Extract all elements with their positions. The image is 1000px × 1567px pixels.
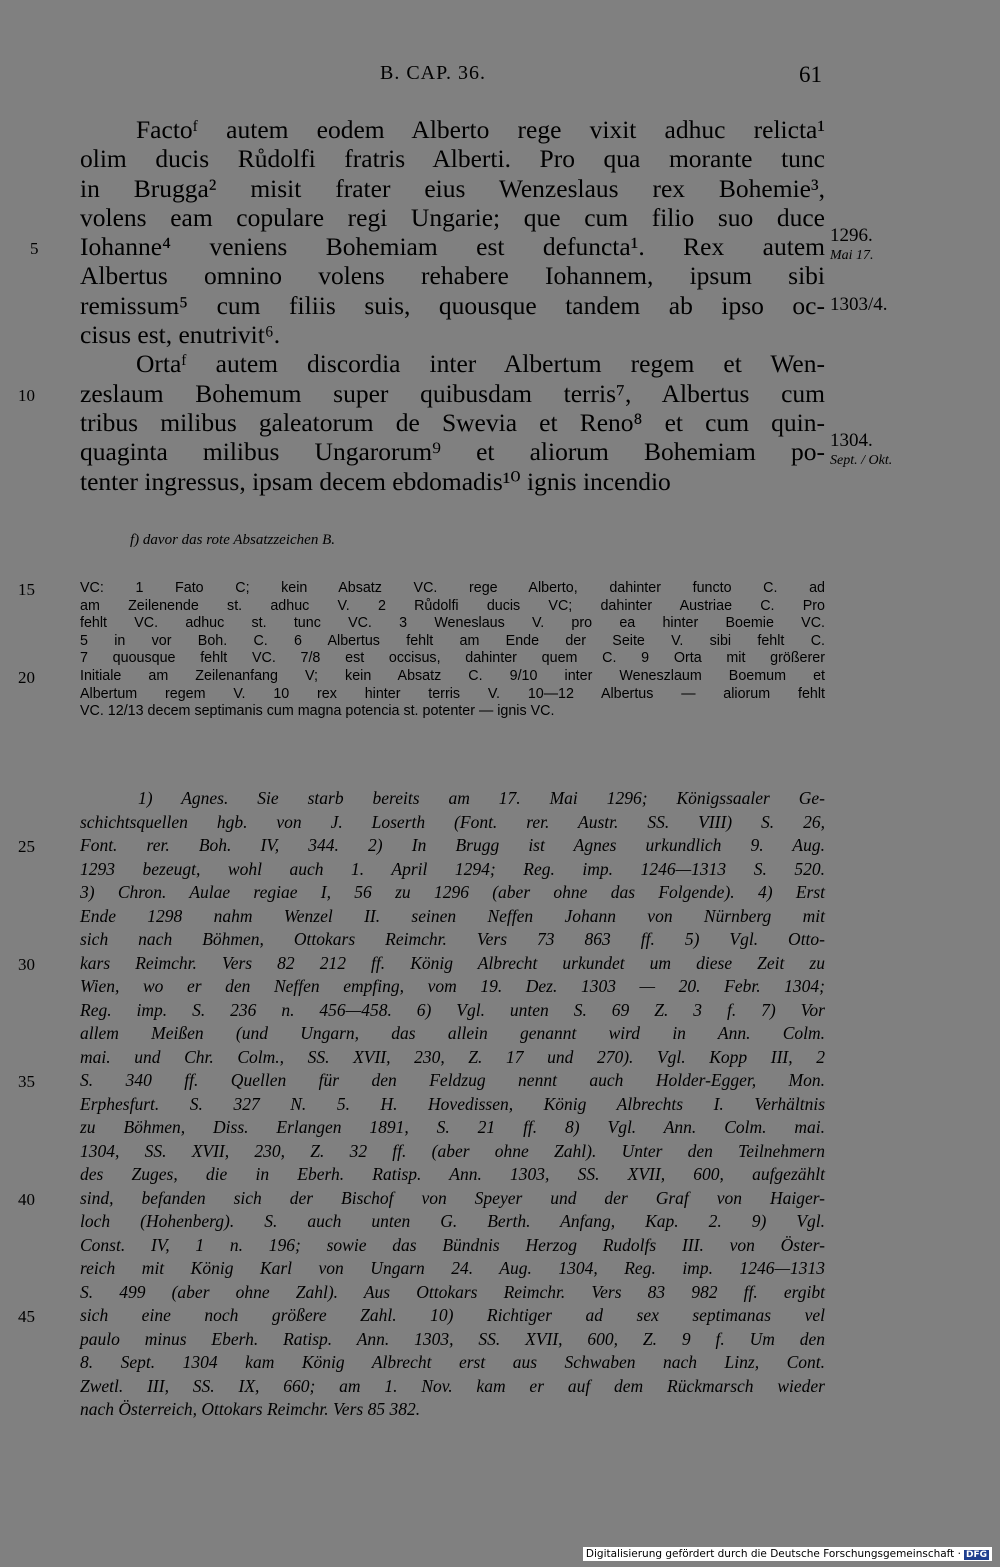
apparatus-line: Albertum regem V. 10 rex hinter terris V. 10—12 Albertus — aliorum fehlt [80, 685, 825, 702]
line-number: 30 [18, 954, 35, 974]
note-line: Ende 1298 nahm Wenzel II. seinen Neffen Johann von Nürnberg mit [80, 905, 825, 926]
margin-year: 1296. [830, 225, 873, 247]
apparatus-line: VC: 1 Fato C; kein Absatz VC. rege Alberto, dahinter functo C. ad [80, 580, 825, 596]
apparatus-line: 7 quousque fehlt VC. 7/8 est occisus, dahinter quem C. 9 Orta mit größerer [80, 650, 825, 667]
margin-date-note [830, 295, 888, 315]
note-line: Reg. imp. S. 236 n. 456—458. 6) Vgl. unten S. 69 Z. 3 f. 7) Vor [80, 999, 825, 1020]
page-header [80, 58, 828, 98]
note-line: kars Reimchr. Vers 82 212 ff. König Albrecht urkundet um diese Zeit zu [80, 952, 825, 973]
margin-date-note [830, 226, 874, 266]
line-number: 25 [18, 837, 35, 856]
line-number: 5 [30, 239, 39, 259]
note-line: schichtsquellen hgb. von J. Loserth (Font. rer. Austr. SS. VIII) S. 26, [80, 811, 825, 832]
main-text-line: Iohanne⁴ veniens Bohemiam est defuncta¹. Rex autem [80, 232, 825, 262]
note-line: des Zuges, die in Eberh. Ratisp. Ann. 1303, SS. XVII, 600, aufgezählt [80, 1164, 825, 1184]
note-line: 8. Sept. 1304 kam König Albrecht erst aus Schwaben nach Linz, Cont. [80, 1352, 825, 1372]
line-number: 20 [18, 668, 35, 687]
note-line: sich eine noch größere Zahl. 10) Richtiger ad sex septimanas vel [80, 1305, 825, 1325]
main-text-line: tenter ingressus, ipsam decem ebdomadis¹⁰ ignis incendio [80, 466, 671, 496]
note-line: Const. IV, 1 n. 196; sowie das Bündnis Herzog Rudolfs III. von Öster- [80, 1234, 825, 1255]
note-line: 1) Agnes. Sie starb bereits am 17. Mai 1296; Königssaaler Ge- [138, 788, 825, 808]
note-line: paulo minus Eberh. Ratisp. Ann. 1303, SS. XVII, 600, Z. 9 f. Um den [80, 1328, 825, 1349]
margin-date: Sept. / Okt. [830, 453, 893, 469]
note-line: 3) Chron. Aulae regiae I, 56 zu 1296 (aber ohne das Folgende). 4) Erst [80, 882, 825, 902]
margin-date-note [830, 431, 892, 471]
note-line: 1293 bezeugt, wohl auch 1. April 1294; Reg. imp. 1246—1313 S. 520. [80, 858, 825, 879]
note-line: sich nach Böhmen, Ottokars Reimchr. Vers 73 863 ff. 5) Vgl. Otto- [80, 929, 825, 949]
note-line: loch (Hohenberg). S. auch unten G. Berth. Anfang, Kap. 2. 9) Vgl. [80, 1211, 825, 1231]
critical-apparatus [80, 580, 825, 721]
margin-year: 1304. [830, 430, 873, 452]
line-number: 45 [18, 1307, 35, 1326]
line-number: 15 [18, 580, 35, 599]
dfg-footer [583, 1547, 992, 1561]
note-line: sind, befanden sich der Bischof von Speyer und der Graf von Haiger- [80, 1187, 825, 1208]
note-line: nach Österreich, Ottokars Reimchr. Vers 85 382. [80, 1399, 421, 1419]
note-line: allem Meißen (und Ungarn, das allein genannt wird in Ann. Colm. [80, 1023, 825, 1043]
main-text-line: quaginta milibus Ungarorum⁹ et aliorum Bohemiam po- [80, 437, 825, 467]
apparatus-line: 5 in vor Boh. C. 6 Albertus fehlt am Ende der Seite V. sibi fehlt C. [80, 632, 825, 649]
main-text-line: volens eam copulare regi Ungarie; que cum filio suo duce [80, 202, 825, 232]
main-text [80, 115, 825, 496]
note-line: Font. rer. Boh. IV, 344. 2) In Brugg ist Agnes urkundlich 9. Aug. [80, 835, 825, 855]
main-text-line: Ortaᶠ autem discordia inter Albertum regem et Wen- [136, 349, 825, 379]
main-text-line: in Brugga² misit frater eius Wenzeslaus rex Bohemie³, [80, 173, 825, 203]
line-number: 35 [18, 1072, 35, 1091]
main-text-line: tribus milibus galeatorum de Swevia et Reno⁸ et cum quin- [80, 407, 825, 437]
running-title: B. CAP. 36. [380, 62, 487, 84]
apparatus-line: Initiale am Zeilenanfang V; kein Absatz C. 9/10 inter Weneszlaum Boemum et [80, 667, 825, 684]
main-text-line: remissum⁵ cum filiis suis, quousque tandem ab ipso oc- [80, 290, 825, 320]
note-line: S. 499 (aber ohne Zahl). Aus Ottokars Reimchr. Vers 83 982 ff. ergibt [80, 1281, 825, 1302]
footnote-f: f) davor das rote Absatzzeichen B. [130, 532, 335, 548]
apparatus-line: VC. 12/13 decem septimanis cum magna potencia st. potenter — ignis VC. [80, 703, 555, 720]
main-text-line: zeslaum Bohemum super quibusdam terris⁷, Albertus cum [80, 378, 825, 408]
dfg-text: Digitalisierung gefördert durch die Deutsche Forschungsgemeinschaft · [585, 1548, 961, 1560]
commentary-notes [80, 787, 825, 1422]
note-line: Zwetl. III, SS. IX, 660; am 1. Nov. kam er auf dem Rückmarsch wieder [80, 1375, 825, 1396]
note-line: S. 340 ff. Quellen für den Feldzug nennt auch Holder-Egger, Mon. [80, 1070, 825, 1090]
apparatus-line: am Zeilenende st. adhuc V. 2 Růdolfi ducis VC; dahinter Austriae C. Pro [80, 597, 825, 614]
note-line: Wien, wo er den Neffen empfing, vom 19. Dez. 1303 — 20. Febr. 1304; [80, 976, 825, 996]
note-line: Erphesfurt. S. 327 N. 5. H. Hovedissen, König Albrechts I. Verhältnis [80, 1093, 825, 1114]
line-number: 40 [18, 1189, 35, 1209]
note-line: reich mit König Karl von Ungarn 24. Aug. 1304, Reg. imp. 1246—1313 [80, 1258, 825, 1278]
note-line: mai. und Chr. Colm., SS. XVII, 230, Z. 17 und 270). Vgl. Kopp III, 2 [80, 1046, 825, 1067]
main-text-line: olim ducis Růdolfi fratris Alberti. Pro qua morante tunc [80, 144, 825, 174]
note-line: zu Böhmen, Diss. Erlangen 1891, S. 21 ff. 8) Vgl. Ann. Colm. mai. [80, 1117, 825, 1137]
main-text-line: Albertus omnino volens rehabere Iohannem, ipsum sibi [80, 261, 825, 291]
page-number: 61 [799, 62, 822, 87]
margin-year: 1303/4. [830, 293, 888, 315]
dfg-logo: DFG [965, 1550, 987, 1560]
main-text-line: cisus est, enutrivit⁶. [80, 320, 281, 350]
main-text-line: Factoᶠ autem eodem Alberto rege vixit adhuc relicta¹ [136, 115, 825, 144]
margin-date: Mai 17. [830, 248, 874, 264]
note-line: 1304, SS. XVII, 230, Z. 32 ff. (aber ohne Zahl). Unter den Teilnehmern [80, 1140, 825, 1161]
line-number: 10 [18, 385, 35, 405]
apparatus-line: fehlt VC. adhuc st. tunc VC. 3 Weneslaus V. pro ea hinter Boemie VC. [80, 615, 825, 632]
